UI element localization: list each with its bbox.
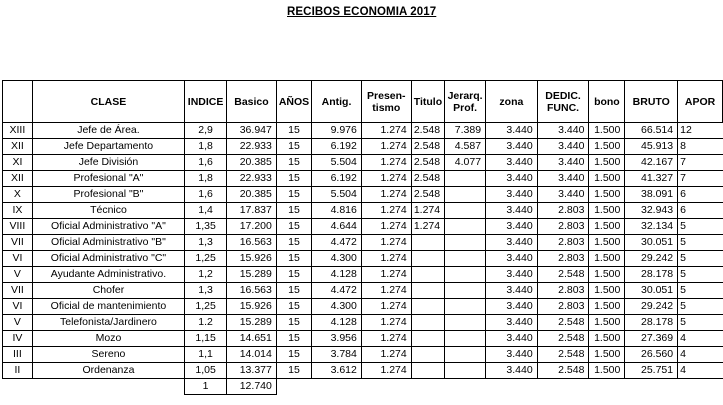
cell-bono: 1.500 — [589, 267, 625, 283]
cell-aportes: 8 — [678, 139, 723, 155]
table-row — [3, 171, 723, 187]
cell-bono: 1.500 — [589, 251, 625, 267]
header-bruto: BRUTO — [625, 81, 678, 123]
cell-bono: 1.500 — [589, 299, 625, 315]
cell-bruto: 30.051 — [625, 235, 678, 251]
cell-jerarq-prof — [445, 171, 486, 187]
cell-aportes: 5 — [678, 251, 723, 267]
cell-antig: 9.976 — [312, 123, 362, 139]
cell-anos: 15 — [276, 267, 311, 283]
cell-antig: 4.816 — [312, 203, 362, 219]
cell-aportes: 5 — [678, 299, 723, 315]
cell-indice: 1,25 — [185, 299, 227, 315]
cell-bono: 1.500 — [589, 219, 625, 235]
cell-clase: Jefe Departamento — [32, 139, 184, 155]
cell-jerarq-prof — [445, 347, 486, 363]
cell-clase: Mozo — [32, 331, 184, 347]
cell-clase: Oficial Administrativo "A" — [32, 219, 184, 235]
cell-titulo: 2.548 — [411, 155, 444, 171]
cell-clase: Ordenanza — [32, 363, 184, 379]
cell-dedic-func: 2.548 — [537, 363, 589, 379]
cell-antig: 4.472 — [312, 235, 362, 251]
cell-bono: 1.500 — [589, 331, 625, 347]
cell-anos: 15 — [276, 331, 311, 347]
cell-anos: 15 — [276, 187, 311, 203]
page-title: RECIBOS ECONOMIA 2017 — [287, 6, 437, 18]
cell-jerarq-prof — [445, 187, 486, 203]
cell-bono: 1.500 — [589, 187, 625, 203]
cell-basico: 14.651 — [227, 331, 277, 347]
cell-level: XI — [3, 155, 33, 171]
cell-titulo: 2.548 — [411, 123, 444, 139]
cell-indice: 1,4 — [185, 203, 227, 219]
cell-antig: 5.504 — [312, 155, 362, 171]
cell-zona: 3.440 — [486, 331, 538, 347]
cell-clase: Oficial Administrativo "B" — [32, 235, 184, 251]
header-indice: INDICE — [185, 81, 227, 123]
salary-table — [2, 80, 723, 395]
cell-dedic-func: 3.440 — [537, 155, 589, 171]
cell-basico: 15.289 — [227, 267, 277, 283]
cell-bono: 1.500 — [589, 283, 625, 299]
cell-bono: 1.500 — [589, 155, 625, 171]
header-aportes: APOR — [678, 81, 723, 123]
header-anos: AÑOS — [276, 81, 311, 123]
cell-bruto: 32.943 — [625, 203, 678, 219]
header-presentismo: Presen- tismo — [361, 81, 411, 123]
cell-jerarq-prof — [445, 315, 486, 331]
cell-indice: 1,3 — [185, 235, 227, 251]
cell-zona: 3.440 — [486, 171, 538, 187]
cell-jerarq-prof: 4.587 — [445, 139, 486, 155]
cell-dedic-func: 2.803 — [537, 235, 589, 251]
cell-bono: 1.500 — [589, 203, 625, 219]
cell-level: VII — [3, 283, 33, 299]
cell-basico: 13.377 — [227, 363, 277, 379]
cell-antig: 6.192 — [312, 171, 362, 187]
cell-antig: 4.300 — [312, 251, 362, 267]
cell-basico: 16.563 — [227, 283, 277, 299]
cell-zona: 3.440 — [486, 123, 538, 139]
cell-clase: Profesional "B" — [32, 187, 184, 203]
cell-zona: 3.440 — [486, 235, 538, 251]
header-jerarq-prof: Jerarq. Prof. — [445, 81, 486, 123]
cell-bruto: 26.560 — [625, 347, 678, 363]
table-row — [3, 155, 723, 171]
cell-level: VIII — [3, 219, 33, 235]
empty-cell — [3, 379, 33, 395]
table-row — [3, 235, 723, 251]
cell-bruto: 41.327 — [625, 171, 678, 187]
cell-anos: 15 — [276, 155, 311, 171]
cell-clase: Profesional "A" — [32, 171, 184, 187]
cell-aportes: 5 — [678, 283, 723, 299]
cell-basico: 20.385 — [227, 155, 277, 171]
cell-basico: 15.926 — [227, 251, 277, 267]
cell-jerarq-prof — [445, 219, 486, 235]
cell-indice: 1,35 — [185, 219, 227, 235]
empty-cell — [678, 379, 723, 395]
cell-anos: 15 — [276, 315, 311, 331]
cell-indice: 1,8 — [185, 139, 227, 155]
cell-titulo — [411, 267, 444, 283]
cell-presentismo: 1.274 — [361, 155, 411, 171]
table-row — [3, 331, 723, 347]
cell-clase: Jefe de Área. — [32, 123, 184, 139]
cell-presentismo: 1.274 — [361, 235, 411, 251]
cell-clase: Ayudante Administrativo. — [32, 267, 184, 283]
cell-jerarq-prof — [445, 267, 486, 283]
cell-titulo — [411, 251, 444, 267]
cell-zona: 3.440 — [486, 347, 538, 363]
cell-antig: 4.300 — [312, 299, 362, 315]
cell-anos: 15 — [276, 235, 311, 251]
cell-level: VII — [3, 235, 33, 251]
cell-dedic-func: 2.548 — [537, 315, 589, 331]
header-bono: bono — [589, 81, 625, 123]
cell-anos: 15 — [276, 283, 311, 299]
cell-basico: 16.563 — [227, 235, 277, 251]
table-header-row — [3, 81, 723, 123]
cell-bruto: 38.091 — [625, 187, 678, 203]
cell-dedic-func: 2.803 — [537, 283, 589, 299]
cell-indice: 2,9 — [185, 123, 227, 139]
cell-zona: 3.440 — [486, 363, 538, 379]
cell-zona: 3.440 — [486, 155, 538, 171]
cell-jerarq-prof — [445, 283, 486, 299]
cell-jerarq-prof — [445, 251, 486, 267]
cell-clase: Telefonista/Jardinero — [32, 315, 184, 331]
cell-presentismo: 1.274 — [361, 331, 411, 347]
cell-presentismo: 1.274 — [361, 171, 411, 187]
header-zona: zona — [486, 81, 538, 123]
cell-level: X — [3, 187, 33, 203]
cell-dedic-func: 3.440 — [537, 123, 589, 139]
cell-level: VI — [3, 299, 33, 315]
cell-bono: 1.500 — [589, 171, 625, 187]
cell-titulo — [411, 363, 444, 379]
cell-bruto: 28.178 — [625, 267, 678, 283]
cell-antig: 4.472 — [312, 283, 362, 299]
cell-indice: 1.2 — [185, 315, 227, 331]
cell-presentismo: 1.274 — [361, 347, 411, 363]
cell-level: XIII — [3, 123, 33, 139]
table-body — [3, 123, 723, 395]
cell-aportes: 5 — [678, 219, 723, 235]
empty-cell — [32, 379, 184, 395]
table-row — [3, 203, 723, 219]
cell-clase: Oficial Administrativo "C" — [32, 251, 184, 267]
cell-bruto: 25.751 — [625, 363, 678, 379]
cell-titulo — [411, 347, 444, 363]
cell-aportes: 5 — [678, 315, 723, 331]
cell-jerarq-prof — [445, 299, 486, 315]
empty-cell — [625, 379, 678, 395]
cell-antig: 5.504 — [312, 187, 362, 203]
cell-bono: 1.500 — [589, 363, 625, 379]
cell-bono: 1.500 — [589, 235, 625, 251]
empty-cell — [411, 379, 444, 395]
table-row — [3, 187, 723, 203]
cell-zona: 3.440 — [486, 299, 538, 315]
cell-titulo: 2.548 — [411, 171, 444, 187]
cell-bono: 1.500 — [589, 123, 625, 139]
cell-titulo — [411, 283, 444, 299]
cell-dedic-func: 2.548 — [537, 267, 589, 283]
cell-bruto: 29.242 — [625, 251, 678, 267]
header-basico: Basico — [227, 81, 277, 123]
cell-level: V — [3, 315, 33, 331]
cell-antig: 3.956 — [312, 331, 362, 347]
table-row — [3, 123, 723, 139]
cell-jerarq-prof: 4.077 — [445, 155, 486, 171]
cell-bruto: 29.242 — [625, 299, 678, 315]
cell-level: XII — [3, 171, 33, 187]
empty-cell — [312, 379, 362, 395]
cell-aportes: 12 — [678, 123, 723, 139]
cell-indice: 1,2 — [185, 267, 227, 283]
cell-aportes: 5 — [678, 267, 723, 283]
cell-zona: 3.440 — [486, 267, 538, 283]
cell-dedic-func: 2.803 — [537, 219, 589, 235]
cell-titulo: 2.548 — [411, 187, 444, 203]
cell-zona: 3.440 — [486, 315, 538, 331]
cell-indice: 1,1 — [185, 347, 227, 363]
cell-basico: 14.014 — [227, 347, 277, 363]
cell-indice: 1,05 — [185, 363, 227, 379]
cell-anos: 15 — [276, 139, 311, 155]
cell-dedic-func: 3.440 — [537, 187, 589, 203]
cell-bruto: 32.134 — [625, 219, 678, 235]
cell-antig: 6.192 — [312, 139, 362, 155]
header-clase: CLASE — [32, 81, 184, 123]
cell-indice: 1,15 — [185, 331, 227, 347]
table-row — [3, 299, 723, 315]
cell-dedic-func: 3.440 — [537, 139, 589, 155]
cell-basico: 36.947 — [227, 123, 277, 139]
table-row — [3, 251, 723, 267]
cell-anos: 15 — [276, 203, 311, 219]
cell-anos: 15 — [276, 219, 311, 235]
cell-presentismo: 1.274 — [361, 299, 411, 315]
footer-basico: 12.740 — [227, 379, 277, 395]
cell-zona: 3.440 — [486, 251, 538, 267]
cell-antig: 4.128 — [312, 315, 362, 331]
cell-bono: 1.500 — [589, 315, 625, 331]
cell-level: III — [3, 347, 33, 363]
cell-bruto: 42.167 — [625, 155, 678, 171]
cell-jerarq-prof — [445, 235, 486, 251]
cell-indice: 1,3 — [185, 283, 227, 299]
cell-aportes: 5 — [678, 235, 723, 251]
cell-clase: Jefe División — [32, 155, 184, 171]
cell-anos: 15 — [276, 171, 311, 187]
cell-zona: 3.440 — [486, 219, 538, 235]
cell-presentismo: 1.274 — [361, 203, 411, 219]
cell-clase: Técnico — [32, 203, 184, 219]
cell-titulo: 2.548 — [411, 139, 444, 155]
cell-zona: 3.440 — [486, 139, 538, 155]
cell-aportes: 7 — [678, 171, 723, 187]
cell-basico: 20.385 — [227, 187, 277, 203]
table-row — [3, 139, 723, 155]
cell-dedic-func: 2.548 — [537, 347, 589, 363]
cell-dedic-func: 2.803 — [537, 203, 589, 219]
cell-titulo — [411, 331, 444, 347]
cell-dedic-func: 3.440 — [537, 171, 589, 187]
cell-level: II — [3, 363, 33, 379]
cell-bruto: 66.514 — [625, 123, 678, 139]
header-titulo: Titulo — [411, 81, 444, 123]
cell-basico: 17.837 — [227, 203, 277, 219]
empty-cell — [276, 379, 311, 395]
empty-cell — [537, 379, 589, 395]
header-antig: Antig. — [312, 81, 362, 123]
cell-presentismo: 1.274 — [361, 267, 411, 283]
table-row — [3, 267, 723, 283]
cell-indice: 1,25 — [185, 251, 227, 267]
cell-zona: 3.440 — [486, 187, 538, 203]
cell-antig: 4.644 — [312, 219, 362, 235]
cell-dedic-func: 2.803 — [537, 299, 589, 315]
cell-presentismo: 1.274 — [361, 187, 411, 203]
cell-clase: Chofer — [32, 283, 184, 299]
cell-indice: 1,8 — [185, 171, 227, 187]
header-dedic-func: DEDIC. FUNC. — [537, 81, 589, 123]
table-row — [3, 363, 723, 379]
cell-aportes: 4 — [678, 331, 723, 347]
cell-bono: 1.500 — [589, 347, 625, 363]
cell-presentismo: 1.274 — [361, 139, 411, 155]
cell-indice: 1,6 — [185, 187, 227, 203]
cell-anos: 15 — [276, 123, 311, 139]
cell-jerarq-prof — [445, 331, 486, 347]
table-row — [3, 315, 723, 331]
cell-bruto: 28.178 — [625, 315, 678, 331]
cell-dedic-func: 2.803 — [537, 251, 589, 267]
cell-presentismo: 1.274 — [361, 283, 411, 299]
cell-jerarq-prof: 7.389 — [445, 123, 486, 139]
cell-basico: 22.933 — [227, 139, 277, 155]
cell-anos: 15 — [276, 363, 311, 379]
cell-titulo — [411, 315, 444, 331]
cell-presentismo: 1.274 — [361, 363, 411, 379]
cell-aportes: 4 — [678, 363, 723, 379]
cell-antig: 4.128 — [312, 267, 362, 283]
cell-titulo — [411, 299, 444, 315]
table-row — [3, 379, 723, 395]
empty-cell — [486, 379, 538, 395]
cell-level: IX — [3, 203, 33, 219]
cell-presentismo: 1.274 — [361, 123, 411, 139]
cell-anos: 15 — [276, 299, 311, 315]
empty-cell — [445, 379, 486, 395]
header-level — [3, 81, 33, 123]
table-row — [3, 283, 723, 299]
cell-jerarq-prof — [445, 363, 486, 379]
cell-bruto: 30.051 — [625, 283, 678, 299]
cell-jerarq-prof — [445, 203, 486, 219]
cell-level: IV — [3, 331, 33, 347]
cell-presentismo: 1.274 — [361, 219, 411, 235]
cell-zona: 3.440 — [486, 283, 538, 299]
cell-level: V — [3, 267, 33, 283]
cell-titulo: 1.274 — [411, 219, 444, 235]
cell-clase: Sereno — [32, 347, 184, 363]
cell-basico: 22.933 — [227, 171, 277, 187]
cell-basico: 15.926 — [227, 299, 277, 315]
cell-indice: 1,6 — [185, 155, 227, 171]
cell-bono: 1.500 — [589, 139, 625, 155]
cell-clase: Oficial de mantenimiento — [32, 299, 184, 315]
cell-aportes: 4 — [678, 347, 723, 363]
footer-indice: 1 — [185, 379, 227, 395]
cell-zona: 3.440 — [486, 203, 538, 219]
cell-aportes: 6 — [678, 187, 723, 203]
table-row — [3, 347, 723, 363]
cell-anos: 15 — [276, 251, 311, 267]
cell-bruto: 27.369 — [625, 331, 678, 347]
cell-basico: 15.289 — [227, 315, 277, 331]
cell-level: XII — [3, 139, 33, 155]
cell-basico: 17.200 — [227, 219, 277, 235]
empty-cell — [361, 379, 411, 395]
cell-antig: 3.612 — [312, 363, 362, 379]
cell-titulo: 1.274 — [411, 203, 444, 219]
cell-aportes: 6 — [678, 203, 723, 219]
cell-level: VI — [3, 251, 33, 267]
cell-antig: 3.784 — [312, 347, 362, 363]
cell-presentismo: 1.274 — [361, 251, 411, 267]
cell-titulo — [411, 235, 444, 251]
table-row — [3, 219, 723, 235]
cell-dedic-func: 2.548 — [537, 331, 589, 347]
cell-presentismo: 1.274 — [361, 315, 411, 331]
empty-cell — [589, 379, 625, 395]
cell-anos: 15 — [276, 347, 311, 363]
cell-bruto: 45.913 — [625, 139, 678, 155]
cell-aportes: 7 — [678, 155, 723, 171]
